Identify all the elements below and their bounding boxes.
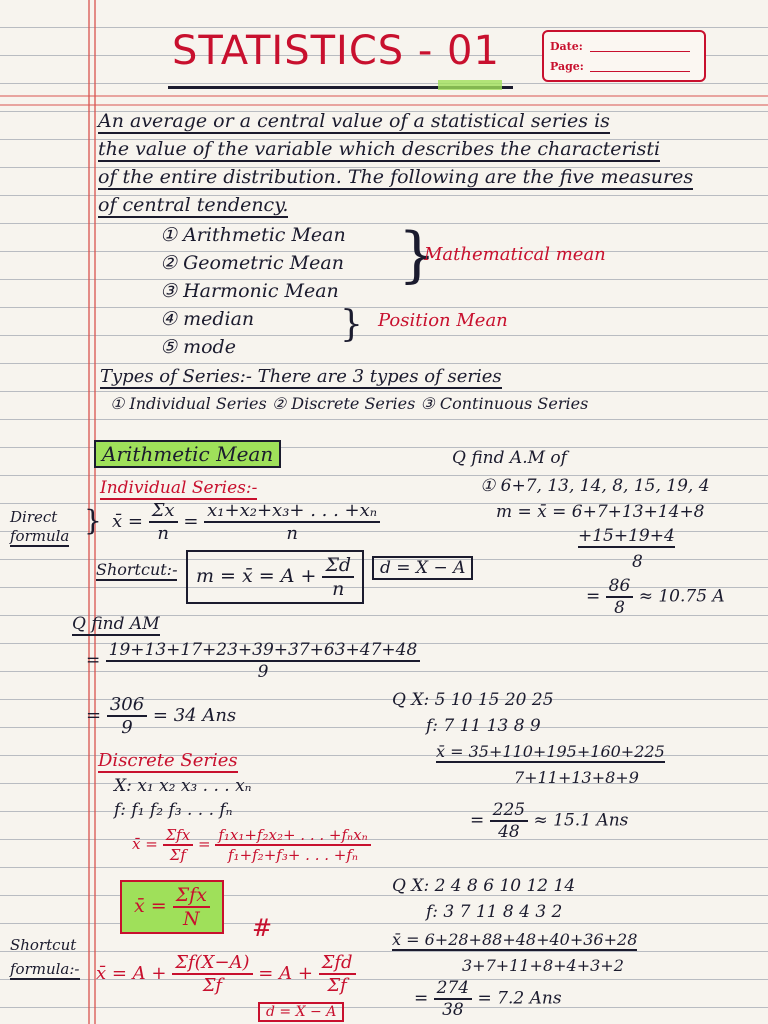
fraction	[149, 500, 178, 544]
fraction	[434, 978, 472, 1020]
hash-mark: #	[252, 914, 273, 942]
numerator: 86	[606, 576, 634, 598]
numerator: 306	[107, 694, 147, 717]
formula-lhs: x̄ =	[134, 895, 167, 917]
result-value: = 7.2 Ans	[477, 988, 562, 1009]
date-field-line	[590, 51, 690, 52]
denominator: Σf	[202, 975, 223, 996]
equals: = A +	[258, 963, 313, 984]
q3-f-row: f: 7 11 13 8 9	[426, 716, 541, 736]
d-formula: d = X − A	[372, 556, 473, 580]
formula-lhs: m = x̄ = A +	[196, 565, 317, 587]
q1-result: = $\frac{86}{8}$ ≈ 10.75 A	[586, 576, 725, 618]
numerator: Σfd	[319, 952, 356, 975]
result-value: = 34 Ans	[152, 705, 237, 726]
measure-item: ② Geometric Mean	[160, 252, 344, 274]
numerator: x₁+x₂+x₃+ . . . +xₙ	[204, 500, 380, 523]
fraction	[173, 884, 210, 930]
direct-label: formula	[10, 527, 70, 545]
fraction	[163, 826, 194, 864]
numerator: Σfx	[163, 826, 194, 846]
denominator: N	[183, 908, 200, 930]
types-list: ① Individual Series ② Discrete Series ③ Continuous Series	[110, 394, 589, 413]
measure-item: ④ median	[160, 308, 255, 330]
fraction	[172, 952, 252, 996]
numerator: Σx	[149, 500, 178, 523]
result-value: ≈ 15.1 Ans	[533, 810, 629, 831]
intro-line: of central tendency.	[98, 194, 289, 216]
fraction	[107, 694, 147, 738]
denominator: 48	[498, 822, 520, 842]
individual-heading: Individual Series:-	[100, 478, 258, 498]
fraction	[490, 800, 528, 842]
disc-formula: x̄ = $\frac{\text{Σfx}}{\Sigma f}$ = $\frac{\text{f₁x₁+f₂x₂+ . . . +fₙxₙ}}{\text{f₁+f₂+f₃+ . . . +fₙ}}$	[132, 826, 371, 864]
denominator: Σf	[169, 846, 186, 864]
title-highlight	[438, 80, 502, 90]
shortcut-formula	[186, 550, 364, 604]
shortcut-label: Shortcut:-	[96, 560, 178, 579]
formula-lhs: x̄ =	[112, 511, 143, 532]
page-label: Page:	[550, 60, 584, 73]
sc-d-formula: d = X − A	[258, 1002, 344, 1022]
page-field-line	[590, 71, 690, 72]
q3-denominator: 7+11+13+8+9	[514, 768, 639, 787]
fraction	[319, 952, 356, 996]
intro-line: An average or a central value of a statistical series is	[98, 110, 610, 132]
result-value: ≈ 10.75 A	[638, 586, 725, 607]
formula-lhs: x̄ = A +	[96, 963, 167, 984]
denominator: 8	[614, 598, 625, 618]
direct-label: Direct	[10, 508, 58, 526]
numerator: Σd	[322, 554, 354, 578]
q2-heading: Q find AM	[72, 614, 160, 634]
q4-denominator: 3+7+11+8+4+3+2	[462, 956, 624, 975]
discrete-heading: Discrete Series	[98, 750, 238, 771]
denominator: n	[157, 523, 169, 544]
q1-step-den: 8	[632, 552, 643, 572]
numerator: f₁x₁+f₂x₂+ . . . +fₙxₙ	[215, 826, 370, 846]
denominator: n	[286, 523, 298, 544]
q2-formula: = $\frac{19+13+17+23+39+37+63+47+48}{9}$	[86, 640, 420, 682]
disc-f-row: f: f₁ f₂ f₃ . . . fₙ	[114, 800, 233, 820]
q1-heading: Q find A.M of	[452, 448, 567, 468]
mathematical-mean-label: Mathematical mean	[424, 244, 606, 265]
q3-x-row: Q X: 5 10 15 20 25	[392, 690, 554, 710]
boxed-formula	[120, 880, 224, 934]
measure-item: ⑤ mode	[160, 336, 236, 358]
date-label: Date:	[550, 40, 583, 53]
header-rule	[0, 95, 768, 97]
denominator: 38	[442, 1000, 464, 1020]
q2-result: = $\frac{306}{9}$ = 34 Ans	[86, 694, 237, 738]
am-heading: Arithmetic Mean	[94, 440, 281, 468]
q4-x-row: Q X: 2 4 8 6 10 12 14	[392, 876, 576, 896]
intro-line: the value of the variable which describes the characteristi	[98, 138, 661, 160]
date-page-box	[542, 30, 706, 82]
direct-formula	[112, 500, 380, 544]
brace: }	[398, 220, 437, 290]
shortcut-formula-label: formula:-	[10, 960, 80, 978]
denominator: Σf	[327, 975, 347, 996]
formula-lhs: x̄ =	[132, 835, 158, 853]
q4-result: = $\frac{274}{38}$ = 7.2 Ans	[414, 978, 562, 1020]
sc-formula	[96, 952, 356, 996]
q4-f-row: f: 3 7 11 8 4 3 2	[426, 902, 563, 922]
measure-item: ③ Harmonic Mean	[160, 280, 339, 302]
fraction	[606, 576, 634, 618]
types-heading: Types of Series:- There are 3 types of series	[100, 366, 502, 387]
numerator: Σf(X−A)	[172, 952, 252, 975]
numerator: 274	[434, 978, 472, 1000]
brace: }	[84, 504, 102, 537]
numerator: 19+13+17+23+39+37+63+47+48	[106, 640, 421, 662]
position-mean-label: Position Mean	[378, 310, 508, 331]
equals: =	[183, 511, 199, 532]
numerator: 225	[490, 800, 528, 822]
brace: }	[340, 304, 363, 345]
measure-item: ① Arithmetic Mean	[160, 224, 346, 246]
shortcut-formula-label: Shortcut	[10, 936, 77, 954]
denominator: f₁+f₂+f₃+ . . . +fₙ	[228, 846, 358, 864]
q1-step: +15+19+4	[578, 526, 675, 546]
fraction	[322, 554, 354, 600]
page-title: STATISTICS - 01	[172, 28, 500, 74]
fraction	[204, 500, 380, 544]
denominator: 9	[121, 717, 133, 738]
numerator: Σfx	[173, 884, 210, 908]
denominator: 9	[257, 662, 269, 682]
disc-x-row: X: x₁ x₂ x₃ . . . xₙ	[114, 776, 252, 796]
q1-values: ① 6+7, 13, 14, 8, 15, 19, 4	[480, 476, 710, 496]
header-rule	[0, 104, 768, 106]
q4-numerator: x̄ = 6+28+88+48+40+36+28	[392, 930, 638, 949]
fraction	[215, 826, 370, 864]
intro-line: of the entire distribution. The following are the five measures	[98, 166, 694, 188]
denominator: n	[332, 578, 345, 600]
q3-numerator: x̄ = 35+110+195+160+225	[436, 742, 665, 761]
q1-step: m = x̄ = 6+7+13+14+8	[496, 502, 705, 522]
q3-result: = $\frac{225}{48}$ ≈ 15.1 Ans	[470, 800, 629, 842]
fraction	[106, 640, 421, 682]
